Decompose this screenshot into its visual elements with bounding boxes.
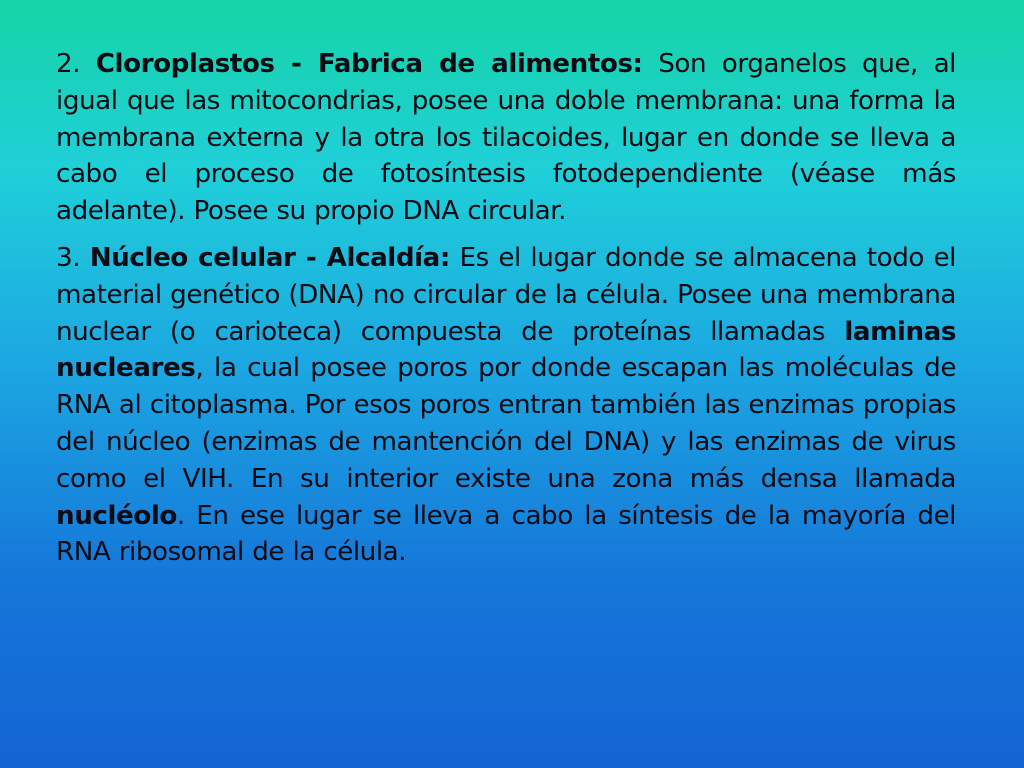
paragraph-heading: Cloroplastos - Fabrica de alimentos: bbox=[95, 49, 643, 79]
slide-body bbox=[56, 46, 956, 581]
paragraph-text: Son organelos que, al igual que las mitocondrias, posee una doble membrana: una forma la membrana externa y la otra los tilacoides, lugar en donde se lleva a cabo el proceso de fotosíntesis fotodependiente (véase más adelante). Posee su propio DNA circular. bbox=[56, 49, 957, 227]
paragraph-heading: Núcleo celular - Alcaldía: bbox=[89, 242, 450, 273]
paragraph-number: 2. bbox=[56, 49, 81, 79]
term-nucleolo: nucléolo bbox=[56, 500, 177, 531]
paragraph-number: 3. bbox=[56, 242, 81, 273]
paragraph-text: , la cual posee poros por donde escapan las moléculas de RNA al citoplasma. Por esos poros entran también las enzimas propias del núcleo (enzimas de mantención del DNA) y las enzimas de virus como el VIH. En su interior existe una zona más densa llamada bbox=[56, 353, 956, 494]
paragraph-text: . En ese lugar se lleva a cabo la síntesis de la mayoría del RNA ribosomal de la célula. bbox=[56, 500, 956, 568]
paragraph-text: Es el lugar donde se almacena todo el material genético (DNA) no circular de la célula. Posee una membrana nuclear (o carioteca) compuesta de proteínas llamadas bbox=[56, 242, 957, 347]
term-laminas-nucleares: laminas nucleares bbox=[56, 316, 957, 384]
paragraph-nucleo bbox=[56, 240, 956, 571]
paragraph-cloroplastos bbox=[56, 46, 956, 230]
